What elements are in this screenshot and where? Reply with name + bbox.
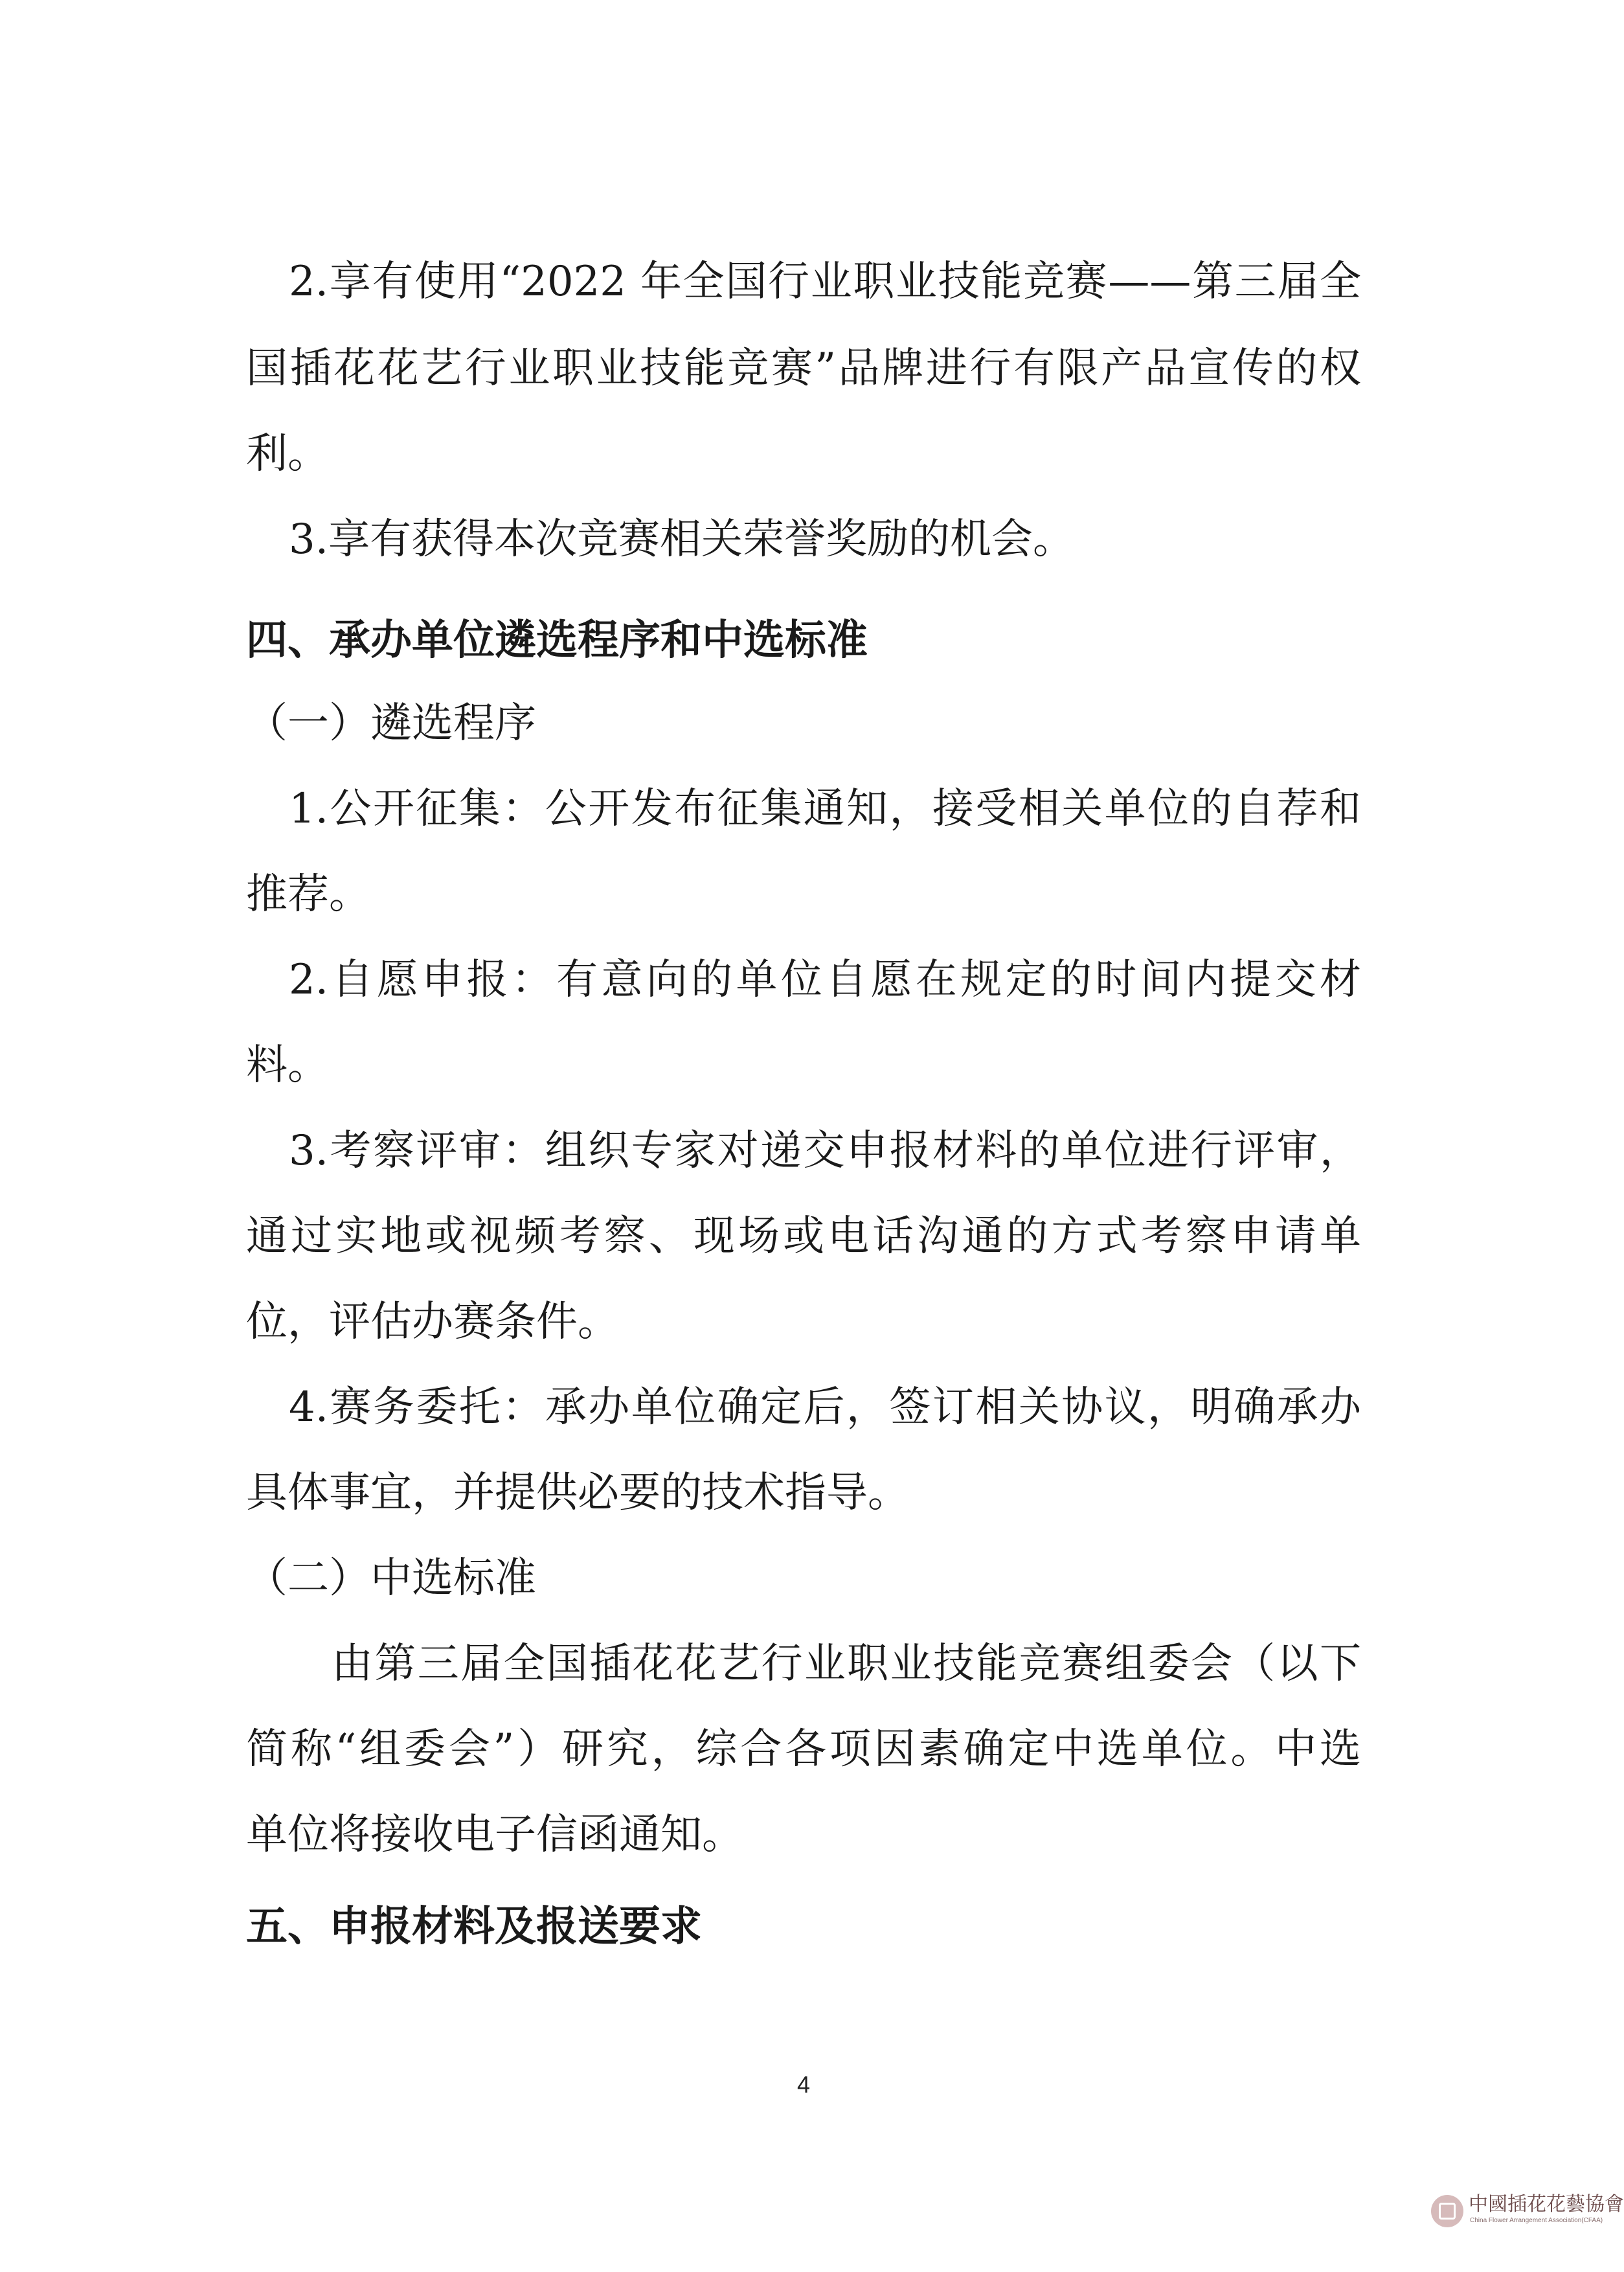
logo-text: 中國插花花藝協會	[1469, 2193, 1624, 2216]
logo-subtext: China Flower Arrangement Association(CFAA)	[1470, 2217, 1603, 2224]
paragraph-line: 1.公开征集：公开发布征集通知，接受相关单位的自荐和	[289, 785, 1361, 833]
paragraph-line: 2.自愿申报：有意向的单位自愿在规定的时间内提交材	[289, 956, 1361, 1004]
paragraph-line: 推荐。	[246, 870, 370, 918]
page-number: 4	[796, 2071, 811, 2098]
paragraph-line: 简称“组委会”）研究，综合各项因素确定中选单位。中选	[246, 1725, 1361, 1773]
paragraph-line: 3.考察评审：组织专家对递交申报材料的单位进行评审，	[289, 1127, 1361, 1175]
paragraph-line: 3.享有获得本次竞赛相关荣誉奖励的机会。	[289, 516, 1075, 563]
paragraph-line: 4.赛务委托：承办单位确定后，签订相关协议，明确承办	[289, 1383, 1361, 1431]
section-heading: 五、申报材料及报送要求	[246, 1903, 702, 1951]
paragraph-line: 通过实地或视频考察、现场或电话沟通的方式考察申请单	[246, 1212, 1361, 1260]
paragraph-line: 由第三届全国插花花艺行业职业技能竞赛组委会（以下	[332, 1640, 1361, 1688]
paragraph-line: 2.享有使用“2022 年全国行业职业技能竞赛——第三届全	[289, 258, 1361, 306]
paragraph-line: 国插花花艺行业职业技能竞赛”品牌进行有限产品宣传的权	[246, 345, 1361, 392]
paragraph-line: 料。	[246, 1041, 329, 1089]
paragraph-line: 位，评估办赛条件。	[246, 1298, 619, 1346]
association-logo	[1431, 2192, 1624, 2231]
subsection-heading: （二）中选标准	[246, 1554, 536, 1602]
seal-icon	[1431, 2195, 1463, 2227]
subsection-heading: （一）遴选程序	[246, 699, 536, 747]
paragraph-line: 利。	[246, 430, 329, 478]
paragraph-line: 单位将接收电子信函通知。	[246, 1811, 743, 1859]
paragraph-line: 具体事宜，并提供必要的技术指导。	[246, 1469, 909, 1517]
section-heading: 四、承办单位遴选程序和中选标准	[246, 617, 868, 665]
